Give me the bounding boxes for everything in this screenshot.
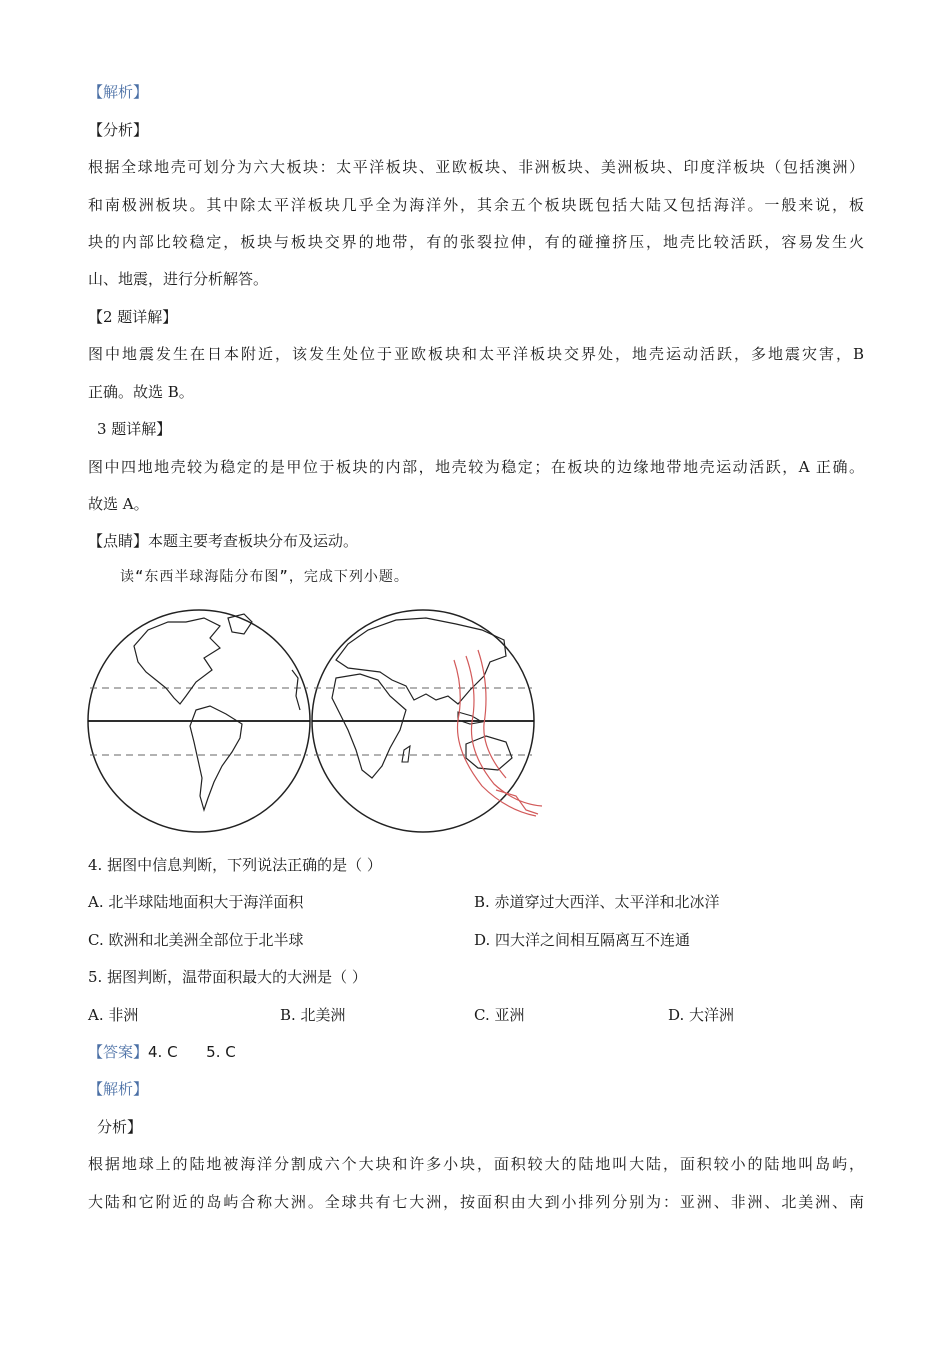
hemisphere-map xyxy=(86,600,546,834)
q5-option-d: D. 大洋洲 xyxy=(668,1006,735,1024)
q4-stem: 4. 据图中信息判断，下列说法正确的是（ ） xyxy=(88,856,382,874)
q2-detail-line: 正确。故选 B。 xyxy=(88,383,194,401)
paragraph-line: 山、地震，进行分析解答。 xyxy=(88,270,269,288)
q3-detail-line: 图中四地地壳较为稳定的是甲位于板块的内部，地壳较为稳定；在板块的边缘地带地壳运动活跃，A 正确。 xyxy=(88,458,864,476)
paragraph-line: 大陆和它附近的岛屿合称大洲。全球共有七大洲，按面积由大到小排列分别为：亚洲、非洲、北美洲、南 xyxy=(88,1193,864,1211)
analysis-subheading-2: 分析】 xyxy=(97,1118,143,1136)
q4-option-b: B. 赤道穿过大西洋、太平洋和北冰洋 xyxy=(474,893,720,911)
q4-option-a: A. 北半球陆地面积大于海洋面积 xyxy=(88,893,304,911)
eastern-hemisphere xyxy=(312,610,534,832)
paragraph-line: 根据地球上的陆地被海洋分割成六个大块和许多小块，面积较大的陆地叫大陆，面积较小的陆地叫岛屿， xyxy=(88,1155,864,1173)
q5-option-a: A. 非洲 xyxy=(88,1006,139,1024)
q5-option-b: B. 北美洲 xyxy=(280,1006,346,1024)
answer-label: 【答案】 xyxy=(88,1043,149,1061)
q5-stem: 5. 据图判断，温带面积最大的大洲是（ ） xyxy=(88,968,367,986)
red-annotation xyxy=(454,650,542,816)
q4-option-c: C. 欧洲和北美洲全部位于北半球 xyxy=(88,931,304,949)
q4-option-d: D. 四大洋之间相互隔离互不连通 xyxy=(474,931,691,949)
analysis-heading: 【解析】 xyxy=(88,83,149,101)
paragraph-line: 和南极洲板块。其中除太平洋板块几乎全为海洋外，其余五个板块既包括大陆又包括海洋。一般来说，板 xyxy=(88,196,864,214)
analysis-heading-2: 【解析】 xyxy=(88,1080,149,1098)
paragraph-line: 块的内部比较稳定，板块与板块交界的地带，有的张裂拉伸，有的碰撞挤压，地壳比较活跃，容易发生火 xyxy=(88,233,864,251)
figure-caption: 读“东西半球海陆分布图”，完成下列小题。 xyxy=(120,569,409,585)
answer-line xyxy=(88,1042,236,1062)
dianjing-label: 【点睛】 xyxy=(88,532,149,550)
q2-detail-heading: 【2 题详解】 xyxy=(88,308,178,326)
paragraph-line: 根据全球地壳可划分为六大板块：太平洋板块、亚欧板块、非洲板块、美洲板块、印度洋板块（包括澳洲） xyxy=(88,158,864,176)
analysis-subheading: 【分析】 xyxy=(88,121,149,139)
answer-text: 4. C 5. C xyxy=(148,1043,236,1061)
dianjing-text: 本题主要考查板块分布及运动。 xyxy=(148,532,359,550)
q3-detail-heading: 3 题详解】 xyxy=(97,420,172,438)
western-hemisphere xyxy=(88,610,310,832)
q2-detail-line: 图中地震发生在日本附近，该发生处位于亚欧板块和太平洋板块交界处，地壳运动活跃，多地震灾害，B xyxy=(88,345,864,363)
q5-option-c: C. 亚洲 xyxy=(474,1006,525,1024)
q3-detail-line: 故选 A。 xyxy=(88,495,149,513)
dianjing-line xyxy=(88,531,358,551)
